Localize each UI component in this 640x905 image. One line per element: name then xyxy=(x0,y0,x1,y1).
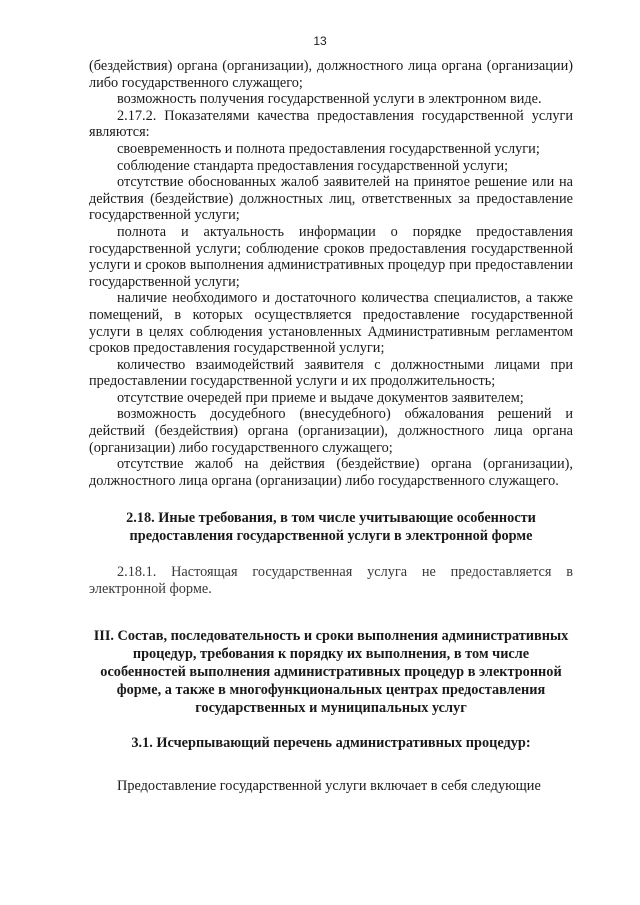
paragraph-last: Предоставление государственной услуги включает в себя следующие xyxy=(117,777,541,794)
paragraph: наличие необходимого и достаточного количества специалистов, а также помещений, в которых осуществляется предоставление государственной услуги в целях соблюдения установленных Административным регламентом сроков предоставления государственной услуги; xyxy=(89,290,573,357)
section-heading-3: III. Состав, последовательность и сроки выполнения административных процедур, требования к порядку их выполнения, в том числе особенностей выполнения административных процедур в электронной форме, а также в многофункциональных центрах предоставления государственных и муниципальных услуг xyxy=(93,627,569,716)
paragraph: отсутствие обоснованных жалоб заявителей на принятое решение или на действия (бездействие) должностных лиц, ответственных за предоставление государственной услуги; xyxy=(89,174,573,224)
document-body xyxy=(89,58,573,794)
paragraph: возможность получения государственной услуги в электронном виде. xyxy=(117,91,542,108)
paragraph: 2.17.2. Показателями качества предоставления государственной услуги являются: xyxy=(89,107,573,141)
paragraph: отсутствие жалоб на действия (бездействие) органа (организации), должностного лица органа (организации) либо государственного служащего. xyxy=(89,456,573,489)
paragraph: (бездействия) органа (организации), должностного лица органа (организации) либо государственного служащего; xyxy=(89,58,573,91)
paragraph: своевременность и полнота предоставления государственной услуги; xyxy=(117,140,540,157)
paragraph: соблюдение стандарта предоставления государственной услуги; xyxy=(117,157,509,174)
section-heading-2-18: 2.18. Иные требования, в том числе учитывающие особенности предоставления государственной услуги в электронной форме xyxy=(126,510,536,545)
paragraph-2-18-1: 2.18.1. Настоящая государственная услуга не предоставляется в электронной форме. xyxy=(89,564,573,598)
paragraph: полнота и актуальность информации о порядке предоставления государственной услуги; соблюдение сроков предоставления государственной услуги и сроков выполнения административных процедур при предоставлении государственной услуги; xyxy=(89,223,573,290)
paragraph: возможность досудебного (внесудебного) обжалования решений и действий (бездействия) органа (организации), должностного лица органа (организации) либо государственного служащего; xyxy=(89,406,573,456)
paragraph: отсутствие очередей при приеме и выдаче документов заявителем; xyxy=(117,389,524,406)
section-heading-3-1: 3.1. Исчерпывающий перечень административных процедур: xyxy=(131,734,531,751)
paragraph-list xyxy=(89,58,573,489)
paragraph: количество взаимодействий заявителя с должностными лицами при предоставлении государственной услуги и их продолжительность; xyxy=(89,356,573,390)
page-number: 13 xyxy=(313,34,327,48)
